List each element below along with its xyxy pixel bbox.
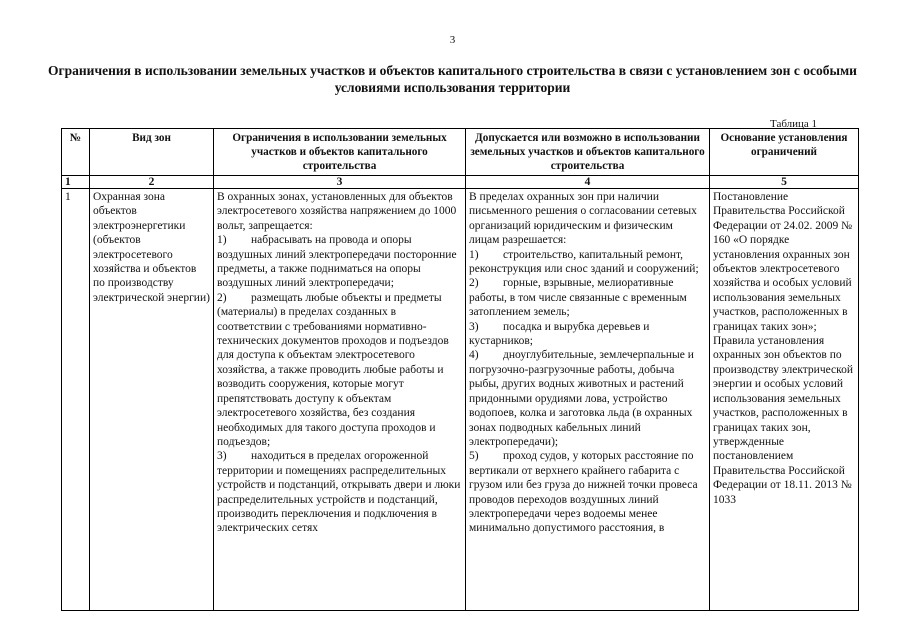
zone-type-text: Охранная зона объектов электроэнергетики (объектов электросетевого хозяйства и объектов по производству электрической энергии) [93,191,210,304]
allowed-item: 5) проход судов, у которых расстояние по вертикали от верхнего крайнего габарита с грузом или без груза до нижней точки провеса проводов переходов воздушных линий электропередачи через водоемы менее минимально допустимого расстояния, в [469,450,698,535]
allowed-item: 4) дноуглубительные, землечерпальные и погрузочно-разгрузочные работы, добыча рыбы, других водных животных и растений придонными орудиями лова, устройство водопоев, колка и заготовка льда (в охранных зонах подводных кабельных линий электропередачи); [469,349,694,448]
restrictions-intro: В охранных зонах, установленных для объектов электросетевого хозяйства напряжением до 1000 вольт, запрещается: [217,191,457,232]
allowed-item: 2) горные, взрывные, мелиоративные работы, в том числе связанные с временным затоплением земель; [469,277,687,319]
allowed-intro: В пределах охранных зон при наличии письменного решения о согласовании сетевых организаций юридическим и физическим лицам разрешается: [469,191,697,247]
restriction-item: 2) размещать любые объекты и предметы (материалы) в пределах созданных в соответствии с требованиями нормативно-технических документов проходов и подъездов для доступа к объектам электросетевого хозяйства, а также проводить любые работы и возводить сооружения, которые могут препятствовать доступу к объектам электросетевого хозяйства, без создания необходимых для такого доступа проходов и подъездов; [217,291,449,448]
table-caption: Таблица 1 [770,118,818,130]
allowed-item: 1) строительство, капитальный ремонт, реконструкция или снос зданий и сооружений; [469,248,699,276]
restrictions-table [61,128,859,611]
allowed-cell [466,189,710,611]
restrictions-cell [214,189,466,611]
header-basis: Основание установления ограничений [710,129,859,176]
column-number: 5 [710,176,859,189]
column-number: 1 [62,176,90,189]
header-zone-type: Вид зон [90,129,214,176]
allowed-item: 3) посадка и вырубка деревьев и кустарников; [469,320,650,348]
restriction-item: 1) набрасывать на провода и опоры воздушных линий электропередачи посторонние предметы, а также подниматься на опоры воздушных линий электропередачи; [217,234,457,290]
page-number: 3 [449,34,456,46]
basis-text: Постановление Правительства Российской Федерации от 24.02. 2009 № 160 «О порядке установления охранных зон объектов электросетевого хозяйства и особых условий использования земельных участков, расположенных в границах таких зон»; Правила установления охранных зон объектов по производству электрической энергии и особых условий использования земельных участков, расположенных в границах таких зон, утвержденные постановлением Правительства Российской Федерации от 18.11. 2013 № 1033 [713,191,854,506]
basis-cell [710,189,859,611]
column-number: 3 [214,176,466,189]
column-number-row [62,176,859,189]
header-num: № [62,129,90,176]
header-allowed: Допускается или возможно в использовании земельных участков и объектов капитального строительства [466,129,710,176]
column-number: 4 [466,176,710,189]
table-header-row [62,129,859,176]
row-number: 1 [62,189,90,611]
table-row [62,189,859,611]
restriction-item: 3) находиться в пределах огороженной территории и помещениях распределительных устройств и подстанций, открывать двери и люки распределительных устройств и подстанций, производить переключения и подключения в электрических сетях [217,450,461,535]
column-number: 2 [90,176,214,189]
header-restrictions: Ограничения в использовании земельных участков и объектов капитального строительства [214,129,466,176]
document-title: Ограничения в использовании земельных участков и объектов капитального строительства в связи с установлением зон с особыми условиями использования территории [48,63,857,95]
zone-type-cell [90,189,214,611]
